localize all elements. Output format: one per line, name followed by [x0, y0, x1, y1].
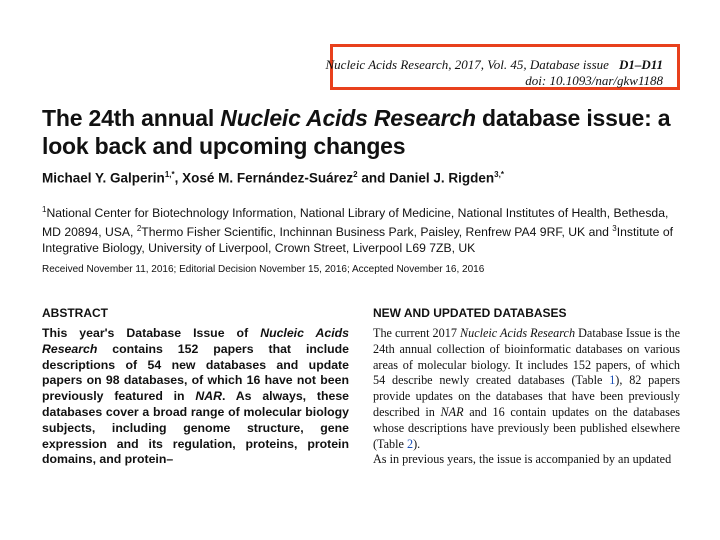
affiliation-text: National Center for Biotechnology Information, National Library of Medicine, National Institutes of Health, Bethesda, MD 20894, USA,: [42, 206, 669, 240]
author-affiliation-mark: 2: [353, 170, 358, 179]
abstract-text: This year's Database Issue of Nucleic Acids Research contains 152 papers that include descriptions of 54 new databases and update papers on 98 databases, of which 16 have not been previously featured in NAR. As always, these databases cover a broad range of molecular biology subjects, including genome structure, gene expression and its regulation, proteins, protein domains, and protein–: [42, 326, 350, 467]
journal-line: Nucleic Acids Research, 2017, Vol. 45, Database issue: [325, 57, 609, 72]
author-name: Xosé M. Fernández-Suárez: [182, 170, 354, 186]
author-affiliation-mark: 1,*: [164, 170, 175, 179]
author-name: Michael Y. Galperin: [42, 170, 165, 186]
affiliations: [42, 202, 682, 256]
affiliation-text: Institute of Integrative Biology, University of Liverpool, Crown Street, Liverpool L69 7ZB, UK: [42, 225, 673, 256]
new-databases-heading: NEW AND UPDATED DATABASES: [373, 306, 567, 320]
abstract-heading: ABSTRACT: [42, 306, 108, 320]
journal-citation: [326, 57, 664, 73]
author-name: Daniel J. Rigden: [389, 170, 495, 186]
author-affiliation-mark: 3,*: [494, 170, 504, 179]
page-range: D1–D11: [618, 57, 663, 72]
affiliation-text: Thermo Fisher Scientific, Inchinnan Business Park, Paisley, Renfrew PA4 9RF, UK and: [141, 225, 613, 240]
table-2-link[interactable]: 2: [407, 436, 414, 451]
new-databases-text: The current 2017 Nucleic Acids Research Database Issue is the 24th annual collection of bioinformatic databases on various areas of molecular biology. It includes 152 papers, of which 54 describe newly created databases (Table 1), 82 papers provide updates on the databases that have been previously described in NAR and 16 contain updates on the databases whose descriptions have previously been published elsewhere (Table 2). As in previous years, the issue is accompanied by an updated: [373, 326, 680, 467]
paper-title: [42, 104, 682, 160]
affiliation-number: 1: [42, 205, 47, 214]
affiliation-number: 2: [136, 224, 142, 234]
affiliation-number: 3: [612, 224, 617, 234]
citation-highlight-box: [325, 44, 680, 90]
author-list: Michael Y. Galperin$^{1,*}$, Xosé M. Fernández-Suárez$^2$ and Daniel J. Rigden$^{3,*}$: [42, 170, 504, 186]
doi: doi: 10.1093/nar/gkw1188: [525, 73, 663, 88]
title-suffix: database issue: a look back and upcoming changes: [42, 105, 671, 159]
title-journal: Nucleic Acids Research: [220, 105, 476, 131]
title-prefix: The 24th annual: [42, 105, 221, 131]
table-1-link[interactable]: 1: [609, 373, 616, 388]
submission-dates: Received November 11, 2016; Editorial Decision November 15, 2016; Accepted November 16, 2016: [42, 264, 485, 275]
